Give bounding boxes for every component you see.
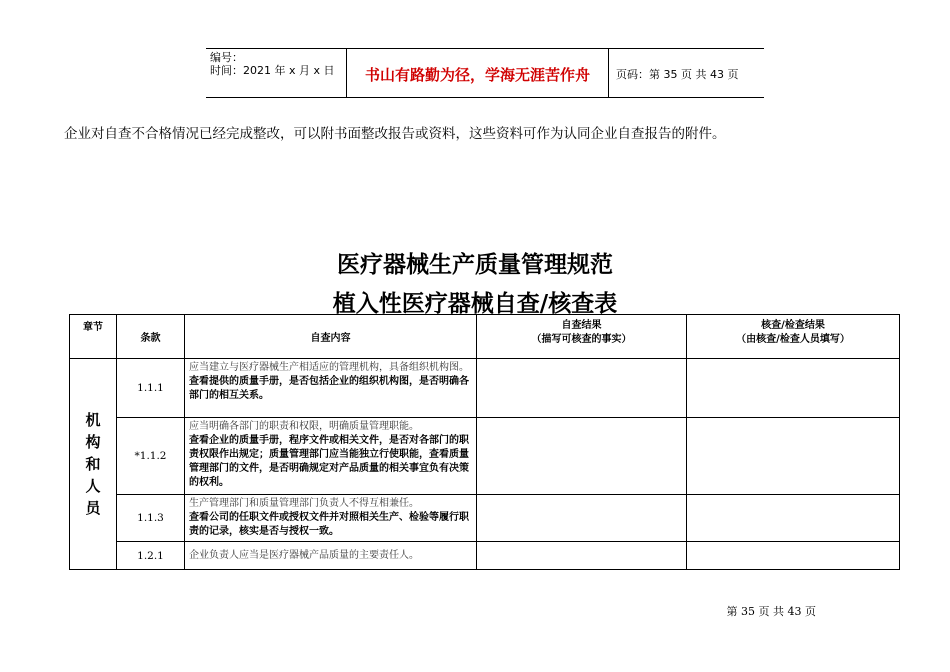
section-char: 人 — [85, 477, 101, 495]
verify-result-cell[interactable] — [687, 495, 900, 542]
page-header — [206, 48, 764, 98]
self-result-cell[interactable] — [477, 418, 687, 495]
section-char: 员 — [85, 499, 101, 517]
verify-result-cell[interactable] — [687, 359, 900, 418]
clause-cell: 1.2.1 — [117, 542, 185, 570]
col-header-clause: 条款 — [117, 315, 185, 359]
clause-cell: *1.1.2 — [117, 418, 185, 495]
col-header-self-result — [477, 315, 687, 359]
self-result-cell[interactable] — [477, 542, 687, 570]
verify-result-cell[interactable] — [687, 418, 900, 495]
header-info — [206, 49, 346, 97]
table-row — [70, 495, 900, 542]
section-char: 和 — [85, 455, 101, 473]
self-result-title: 自查结果 — [561, 320, 602, 331]
requirement-text: 应当明确各部门的职责和权限，明确质量管理职能。 — [189, 421, 419, 432]
table-header-row — [70, 315, 900, 359]
table-row — [70, 418, 900, 495]
clause-cell: 1.1.3 — [117, 495, 185, 542]
content-cell — [185, 495, 477, 542]
self-result-cell[interactable] — [477, 359, 687, 418]
checklist-table — [69, 314, 900, 570]
content-cell — [185, 418, 477, 495]
page-footer: 第 35 页 共 43 页 — [726, 605, 816, 618]
document-subtitle: 植入性医疗器械自查/核查表 — [332, 290, 618, 317]
document-title: 医疗器械生产质量管理规范 — [337, 251, 613, 278]
content-cell — [185, 359, 477, 418]
col-header-section: 章节 — [70, 315, 117, 359]
col-header-verify-result — [687, 315, 900, 359]
requirement-text: 应当建立与医疗器械生产相适应的管理机构，具备组织机构图。 — [189, 362, 469, 373]
requirement-text: 生产管理部门和质量管理部门负责人不得互相兼任。 — [189, 498, 419, 509]
verify-result-title: 核查/检查结果 — [761, 320, 825, 331]
header-page-number: 页码：第 35 页 共 43 页 — [616, 68, 739, 81]
check-method-text: 查看提供的质量手册，是否包括企业的组织机构图，是否明确各部门的相互关系。 — [189, 376, 469, 401]
intro-note: 企业对自查不合格情况已经完成整改，可以附书面整改报告或资料，这些资料可作为认同企业自查报告的附件。 — [64, 126, 726, 142]
col-header-content: 自查内容 — [185, 315, 477, 359]
table-row — [70, 359, 900, 418]
document-time: 时间：2021 年 x 月 x 日 — [210, 64, 335, 77]
section-cell — [70, 359, 117, 570]
requirement-text: 企业负责人应当是医疗器械产品质量的主要责任人。 — [189, 549, 419, 561]
check-method-text: 查看企业的质量手册，程序文件或相关文件，是否对各部门的职责权限作出规定；质量管理部门应当能独立行使职能，查看质量管理部门的文件，是否明确规定对产品质量的相关事宜负有决策的权利。 — [189, 435, 469, 488]
self-result-cell[interactable] — [477, 495, 687, 542]
verify-result-cell[interactable] — [687, 542, 900, 570]
header-divider — [608, 49, 609, 97]
table-row — [70, 542, 900, 570]
header-motto: 书山有路勤为径，学海无涯苦作舟 — [364, 66, 590, 84]
check-method-text: 查看公司的任职文件或授权文件并对照相关生产、检验等履行职责的记录，核实是否与授权一致。 — [189, 512, 469, 537]
section-char: 机 — [85, 411, 101, 429]
clause-cell: 1.1.1 — [117, 359, 185, 418]
self-result-subtitle: （描写可核查的事实） — [531, 334, 632, 345]
verify-result-subtitle: （由核查/检查人员填写） — [736, 334, 850, 345]
section-char: 构 — [85, 433, 101, 451]
document-number: 编号： — [210, 51, 243, 64]
content-cell — [185, 542, 477, 570]
